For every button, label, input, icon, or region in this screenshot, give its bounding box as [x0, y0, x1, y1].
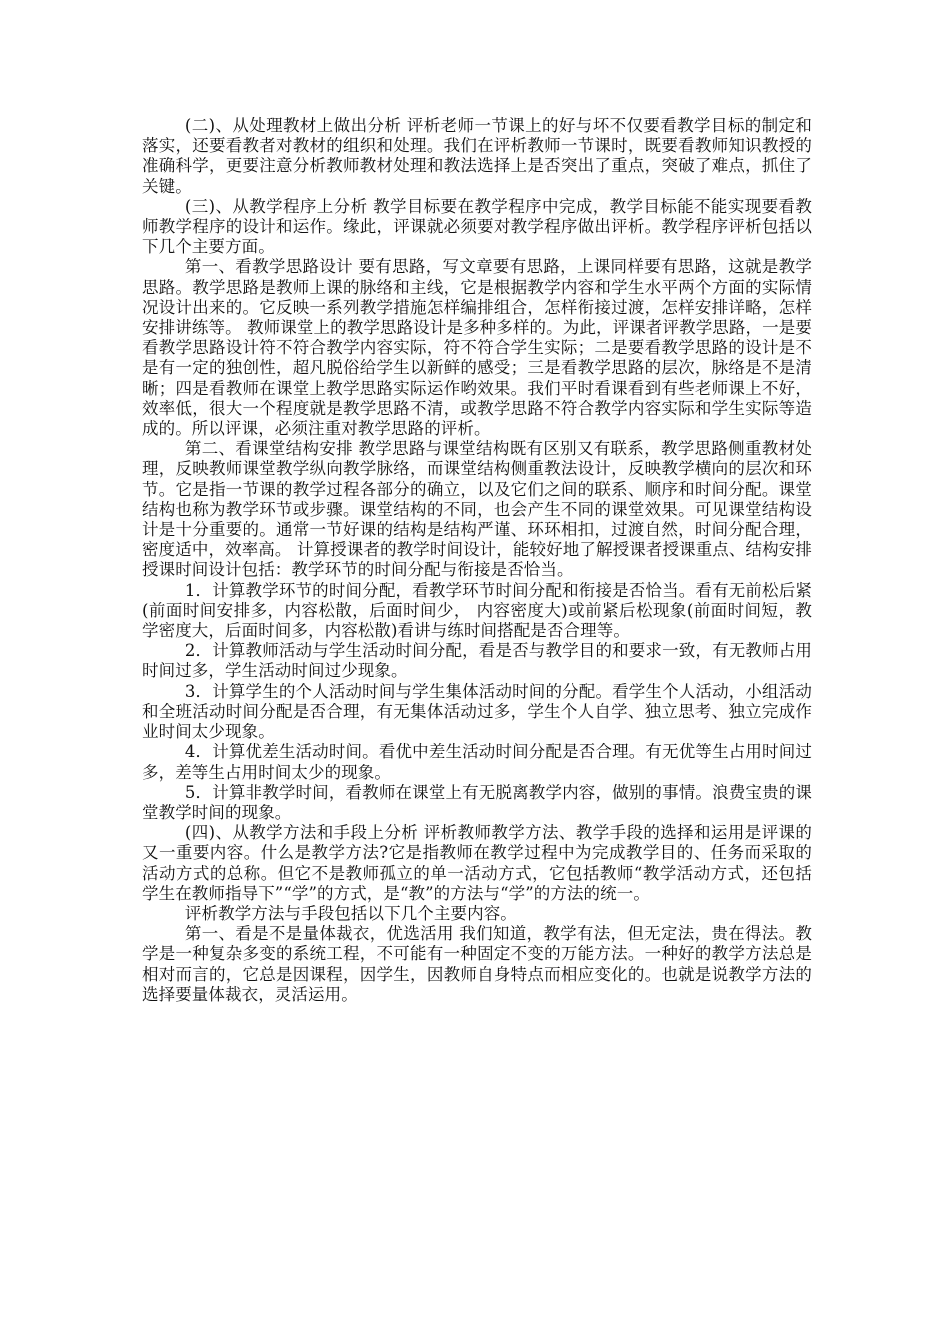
list-item-2: 2．计算教师活动与学生活动时间分配，看是否与教学目的和要求一致，有无教师占用时间过多，学生活动时间过少现象。	[142, 641, 812, 681]
paragraph-class-structure: 第二、看课堂结构安排 教学思路与课堂结构既有区别又有联系，教学思路侧重教材处理，反映教师课堂教学纵向教学脉络，而课堂结构侧重教法设计，反映教学横向的层次和环节。它是指一节课的教学过程各部分的确立，以及它们之间的联系、顺序和时间分配。课堂结构也称为教学环节或步骤。课堂结构的不同，也会产生不同的课堂效果。可见课堂结构设计是十分重要的。通常一节好课的结构是结构严谨、环环相扣，过渡自然，时间分配合理，密度适中，效率高。 计算授课者的教学时间设计，能较好地了解授课者授课重点、结构安排授课时间设计包括：教学环节的时间分配与衔接是否恰当。	[142, 439, 812, 580]
list-item-3: 3．计算学生的个人活动时间与学生集体活动时间的分配。看学生个人活动，小组活动和全班活动时间分配是否合理，有无集体活动过多，学生个人自学、独立思考、独立完成作业时间太少现象。	[142, 681, 812, 742]
paragraph-tailored-methods: 第一、看是不是量体裁衣，优选活用 我们知道，教学有法，但无定法，贵在得法。教学是一种复杂多变的系统工程，不可能有一种固定不变的万能方法。一种好的教学方法总是相对而言的，它总是因课程，因学生，因教师自身特点而相应变化的。也就是说教学方法的选择要量体裁衣，灵活运用。	[142, 924, 812, 1004]
list-item-1: 1．计算教学环节的时间分配，看教学环节时间分配和衔接是否恰当。看有无前松后紧(前面时间安排多，内容松散，后面时间少， 内容密度大)或前紧后松现象(前面时间短，教学密度大，后面时间多，内容松散)看讲与练时间搭配是否合理等。	[142, 580, 812, 641]
paragraph-textbook-analysis: (二)、从处理教材上做出分析 评析老师一节课上的好与坏不仅要看教学目标的制定和落实，还要看教者对教材的组织和处理。我们在评析教师一节课时，既要看教师知识教授的准确科学，更要注意分析教师教材处理和教法选择上是否突出了重点，突破了难点，抓住了关键。	[142, 116, 812, 196]
list-item-5: 5．计算非教学时间，看教师在课堂上有无脱离教学内容，做别的事情。浪费宝贵的课堂教学时间的现象。	[142, 782, 812, 822]
document-body	[142, 116, 812, 1005]
paragraph-teaching-methods: (四)、从教学方法和手段上分析 评析教师教学方法、教学手段的选择和运用是评课的又一重要内容。什么是教学方法?它是指教师在教学过程中为完成教学目的、任务而采取的活动方式的总称。但它不是教师孤立的单一活动方式，它包括教师“教学活动方式，还包括学生在教师指导下”“学”的方式，是“教”的方法与“学”的方法的统一。	[142, 823, 812, 903]
paragraph-methods-intro: 评析教学方法与手段包括以下几个主要内容。	[184, 903, 517, 923]
list-item-4: 4．计算优差生活动时间。看优中差生活动时间分配是否合理。有无优等生占用时间过多，差等生占用时间太少的现象。	[142, 742, 812, 782]
paragraph-teaching-approach: 第一、看教学思路设计 要有思路，写文章要有思路，上课同样要有思路，这就是教学思路。教学思路是教师上课的脉络和主线，它是根据教学内容和学生水平两个方面的实际情况设计出来的。它反映一系列教学措施怎样编排组合，怎样衔接过渡，怎样安排详略，怎样安排讲练等。 教师课堂上的教学思路设计是多种多样的。为此，评课者评教学思路，一是要看教学思路设计符不符合教学内容实际，符不符合学生实际；二是要看教学思路的设计是不是有一定的独创性，超凡脱俗给学生以新鲜的感受；三是看教学思路的层次，脉络是不是清晰；四是看教师在课堂上教学思路实际运作哟效果。我们平时看课看到有些老师课上不好，效率低，很大一个程度就是教学思路不清，或教学思路不符合教学内容实际和学生实际等造成的。所以评课，必须注重对教学思路的评析。	[142, 257, 812, 439]
paragraph-teaching-procedure: (三)、从教学程序上分析 教学目标要在教学程序中完成，教学目标能不能实现要看教师教学程序的设计和运作。缘此，评课就必须要对教学程序做出评析。教学程序评析包括以下几个主要方面。	[142, 196, 812, 257]
